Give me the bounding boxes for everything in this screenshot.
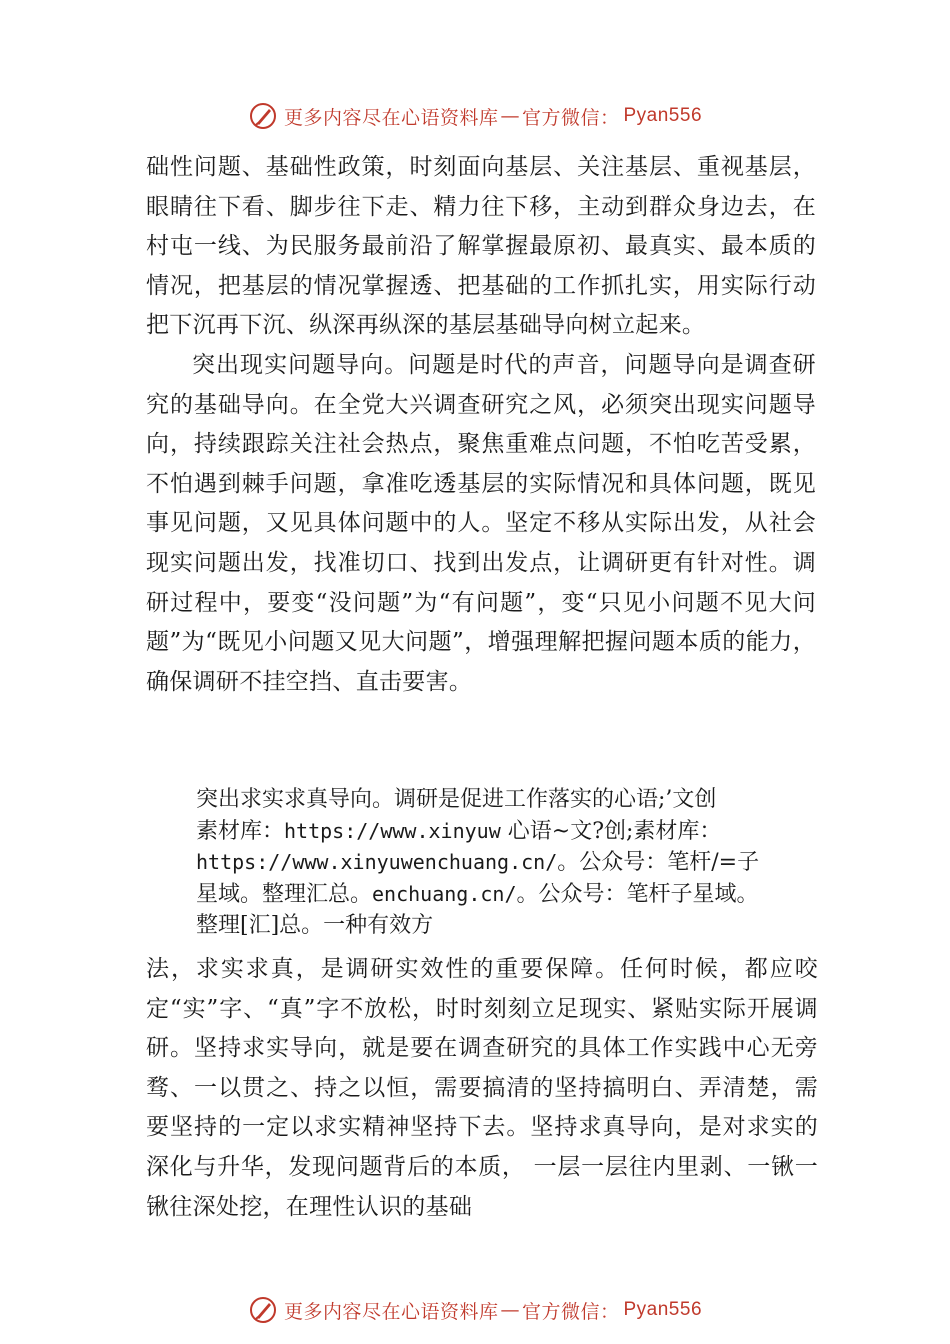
paragraph: 础性问题、基础性政策，时刻面向基层、关注基层、重视基层，眼睛往下看、脚步往下走、精力往下移，主动到群众身边去，在村屯一线、为民服务最前沿了解掌握最原初、最真实、最本质的情况，把基层的情况掌握透、把基础的工作抓扎实，用实际行动把下沉再下沉、纵深再纵深的基层基础导向树立起来。 xyxy=(146,154,816,339)
inserted-url: https://www.xinyuwenchuang.cn/ xyxy=(196,850,558,874)
banner-account: Pyan556 xyxy=(623,1299,703,1320)
banner-wechat-label: 官方微信： xyxy=(521,106,620,129)
inserted-url: enchuang.cn/ xyxy=(372,881,517,906)
inserted-line xyxy=(196,879,826,911)
banner-account: Pyan556 xyxy=(623,105,703,126)
inserted-fragment: 心语~文?创;素材库： xyxy=(507,818,722,844)
header-banner xyxy=(0,96,950,136)
paragraph: 突出现实问题导向。问题是时代的声音，问题导向是调查研究的基础导向。在全党大兴调查研究之风，必须突出现实问题导向，持续跟踪关注社会热点，聚焦重难点问题，不怕吃苦受累，不怕遇到棘手问题，拿准吃透基层的实际情况和具体问题，既见事见问题，又见具体问题中的人。坚定不移从实际出发，从社会现实问题出发，找准切口、找到出发点，让调研更有针对性。调研过程中，要变“没问题”为“有问题”，变“只见小问题不见大问题”为“既见小问题又见大问题”，增强理解把握问题本质的能力，确保调研不挂空挡、直击要害。 xyxy=(146,351,816,695)
inserted-fragment: 素材库： xyxy=(196,818,285,844)
inserted-line xyxy=(196,816,826,848)
quill-pen-icon xyxy=(248,101,278,131)
inserted-line: 突出求实求真导向。调研是促进工作落实的心语;’文创 xyxy=(196,787,717,812)
quill-pen-icon xyxy=(248,1295,278,1325)
banner-brand: 更多内容尽在心语资料库 xyxy=(283,106,499,129)
inserted-fragment: 星域。整理汇总。 xyxy=(196,881,373,907)
document-body-continued xyxy=(146,950,818,1227)
inserted-fragment: 。公众号：笔杆/=子 xyxy=(557,850,760,875)
banner-wechat-label: 官方微信： xyxy=(521,1300,620,1323)
footer-banner xyxy=(0,1290,950,1330)
inserted-fragment: 。公众号：笔杆子星域。 xyxy=(516,881,759,907)
banner-dash: — xyxy=(500,105,520,127)
inserted-line xyxy=(196,847,826,879)
inserted-url: https://www.xinyuw xyxy=(284,818,501,843)
document-body xyxy=(146,148,816,702)
inserted-text-block xyxy=(196,784,826,942)
paragraph: 法，求实求真，是调研实效性的重要保障。任何时候，都应咬定“实”字、“真”字不放松，时时刻刻立足现实、紧贴实际开展调研。坚持求实导向，就是要在调查研究的具体工作实践中心无旁骛、一以贯之、持之以恒，需要搞清的坚持搞明白、弄清楚，需要坚持的一定以求实精神坚持下去。坚持求真导向，是对求实的深化与升华，发现问题背后的本质， 一层一层往内里剥、一锹一锹往深处挖，在理性认识的基础 xyxy=(146,956,818,1220)
banner-brand: 更多内容尽在心语资料库 xyxy=(283,1300,499,1323)
inserted-line: 整理[汇]总。一种有效方 xyxy=(196,913,434,938)
banner-dash: — xyxy=(500,1299,520,1321)
